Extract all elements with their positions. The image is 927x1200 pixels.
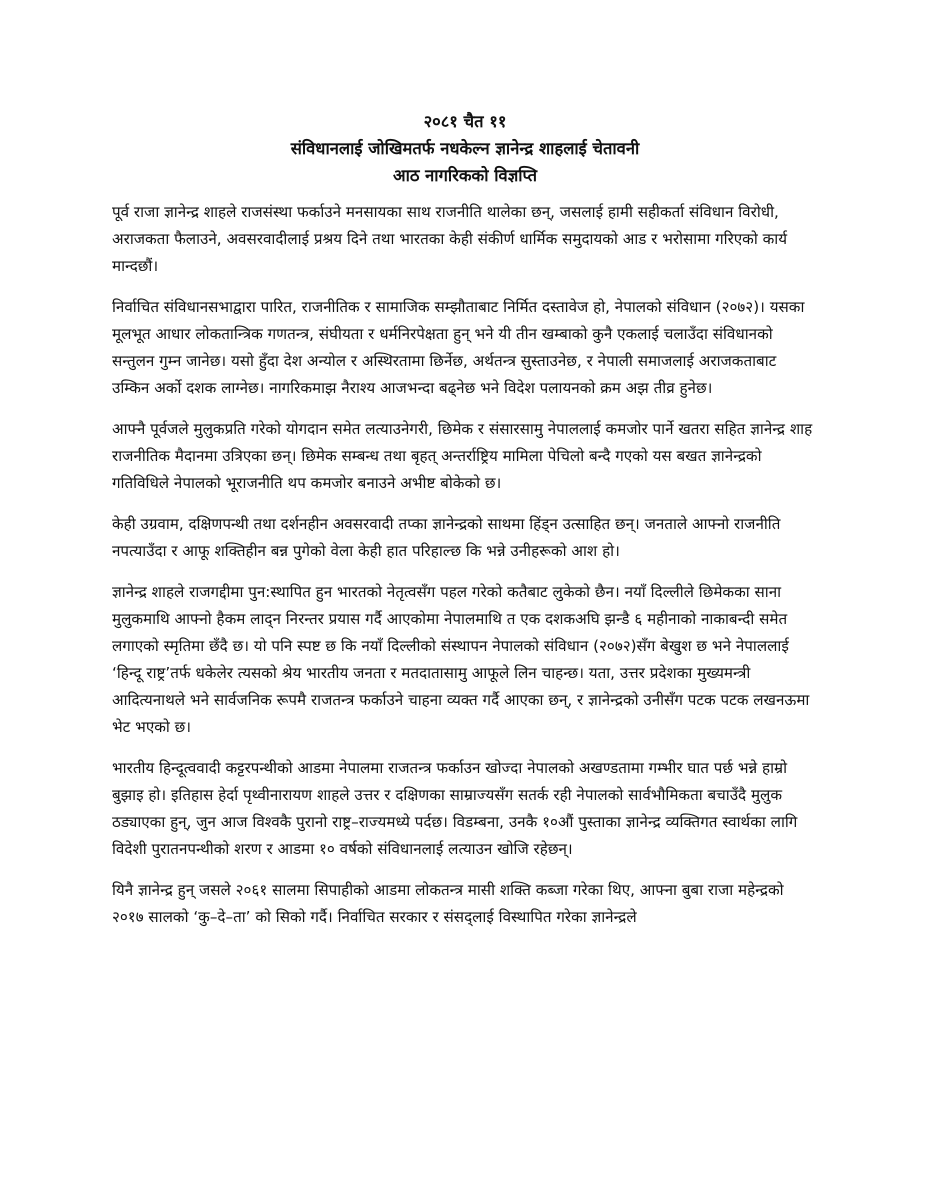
- paragraph: आफ्नै पूर्वजले मुलुकप्रति गरेको योगदान समेत लत्याउनेगरी, छिमेक र संसारसामु नेपाललाई कमजोर पार्ने खतरा सहित ज्ञानेन्द्र शाह राजनीतिक मैदानमा उत्रिएका छन्। छिमेक सम्बन्ध तथा बृहत् अन्तर्राष्ट्रिय मामिला पेचिलो बन्दै गएको यस बखत ज्ञानेन्द्रको गतिविधिले नेपालको भूराजनीति थप कमजोर बनाउने अभीष्ट बोकेको छ।: [112, 420, 813, 492]
- paragraph: निर्वाचित संविधानसभाद्वारा पारित, राजनीतिक र सामाजिक सम्झौताबाट निर्मित दस्तावेज हो, नेपालको संविधान (२०७२)। यसका मूलभूत आधार लोकतान्त्रिक गणतन्त्र, संघीयता र धर्मनिरपेक्षता हुन् भने यी तीन खम्बाको कुनै एकलाई चलाउँदा संविधानको सन्तुलन गुम्न जानेछ। यसो हुँदा देश अन्योल र अस्थिरतामा छिर्नेछ, अर्थतन्त्र सुस्ताउनेछ, र नेपाली समाजलाई अराजकताबाट उम्किन अर्को दशक लाग्नेछ। नागरिकमाझ नैराश्य आजभन्दा बढ्नेछ भने विदेश पलायनको क्रम अझ तीव्र हुनेछ।: [112, 298, 805, 397]
- document-page: [112, 108, 818, 945]
- document-header: [112, 108, 818, 189]
- paragraph: भारतीय हिन्दूत्ववादी कट्टरपन्थीको आडमा नेपालमा राजतन्त्र फर्काउन खोज्दा नेपालको अखण्डतामा गम्भीर घात पर्छ भन्ने हाम्रो बुझाइ हो। इतिहास हेर्दा पृथ्वीनारायण शाहले उत्तर र दक्षिणका साम्राज्यसँग सतर्क रही नेपालको सार्वभौमिकता बचाउँदै मुलुक ठड्याएका हुन्, जुन आज विश्वकै पुरानो राष्ट्र–राज्यमध्ये पर्दछ। विडम्बना, उनकै १०औं पुस्ताका ज्ञानेन्द्र व्यक्तिगत स्वार्थका लागि विदेशी पुरातनपन्थीको शरण र आडमा १० वर्षको संविधानलाई लत्याउन खोजि रहेछन्।: [112, 759, 798, 858]
- paragraph: पूर्व राजा ज्ञानेन्द्र शाहले राजसंस्था फर्काउने मनसायका साथ राजनीति थालेका छन्, जसलाई हामी सहीकर्ता संविधान विरोधी, अराजकता फैलाउने, अवसरवादीलाई प्रश्रय दिने तथा भारतका केही संकीर्ण धार्मिक समुदायको आड र भरोसामा गरिएको कार्य मान्दछौं।: [112, 203, 788, 275]
- document-subtitle: आठ नागरिकको विज्ञप्ति: [392, 166, 538, 185]
- document-title: संविधानलाई जोखिमतर्फ नधकेल्न ज्ञानेन्द्र शाहलाई चेतावनी: [290, 139, 640, 158]
- paragraph: केही उग्रवाम, दक्षिणपन्थी तथा दर्शनहीन अवसरवादी तप्का ज्ञानेन्द्रको साथमा हिंड्न उत्साहित छन्। जनताले आफ्नो राजनीति नपत्याउँदा र आफू शक्तिहीन बन्न पुगेको वेला केही हात परिहाल्छ कि भन्ने उनीहरूको आश हो।: [112, 515, 781, 560]
- paragraph: यिनै ज्ञानेन्द्र हुन् जसले २०६१ सालमा सिपाहीको आडमा लोकतन्त्र मासी शक्ति कब्जा गरेका थिए, आफ्ना बुबा राजा महेन्द्रको २०१७ सालको ‘कु–दे–ता’ को सिको गर्दै। निर्वाचित सरकार र संसद्लाई विस्थापित गरेका ज्ञानेन्द्रले: [112, 881, 784, 926]
- document-date: २०८१ चैत ११: [423, 112, 507, 131]
- paragraph: ज्ञानेन्द्र शाहले राजगद्दीमा पुन:स्थापित हुन भारतको नेतृत्वसँग पहल गरेको कतैबाट लुकेको छैन। नयाँ दिल्लीले छिमेकका साना मुलुकमाथि आफ्नो हैकम लाद्न निरन्तर प्रयास गर्दै आएकोमा नेपालमाथि त एक दशकअघि झन्डै ६ महीनाको नाकाबन्दी समेत लगाएको स्मृतिमा छँदै छ। यो पनि स्पष्ट छ कि नयाँ दिल्लीको संस्थापन नेपालको संविधान (२०७२)सँग बेखुश छ भने नेपाललाई ‘हिन्दू राष्ट्र’तर्फ धकेलेर त्यसको श्रेय भारतीय जनता र मतदातासामु आफूले लिन चाहन्छ। यता, उत्तर प्रदेशका मुख्यमन्त्री आदित्यनाथले भने सार्वजनिक रूपमै राजतन्त्र फर्काउने चाहना व्यक्त गर्दै आएका छन्, र ज्ञानेन्द्रको उनीसँग पटक पटक लखनऊमा भेट भएको छ।: [112, 583, 810, 736]
